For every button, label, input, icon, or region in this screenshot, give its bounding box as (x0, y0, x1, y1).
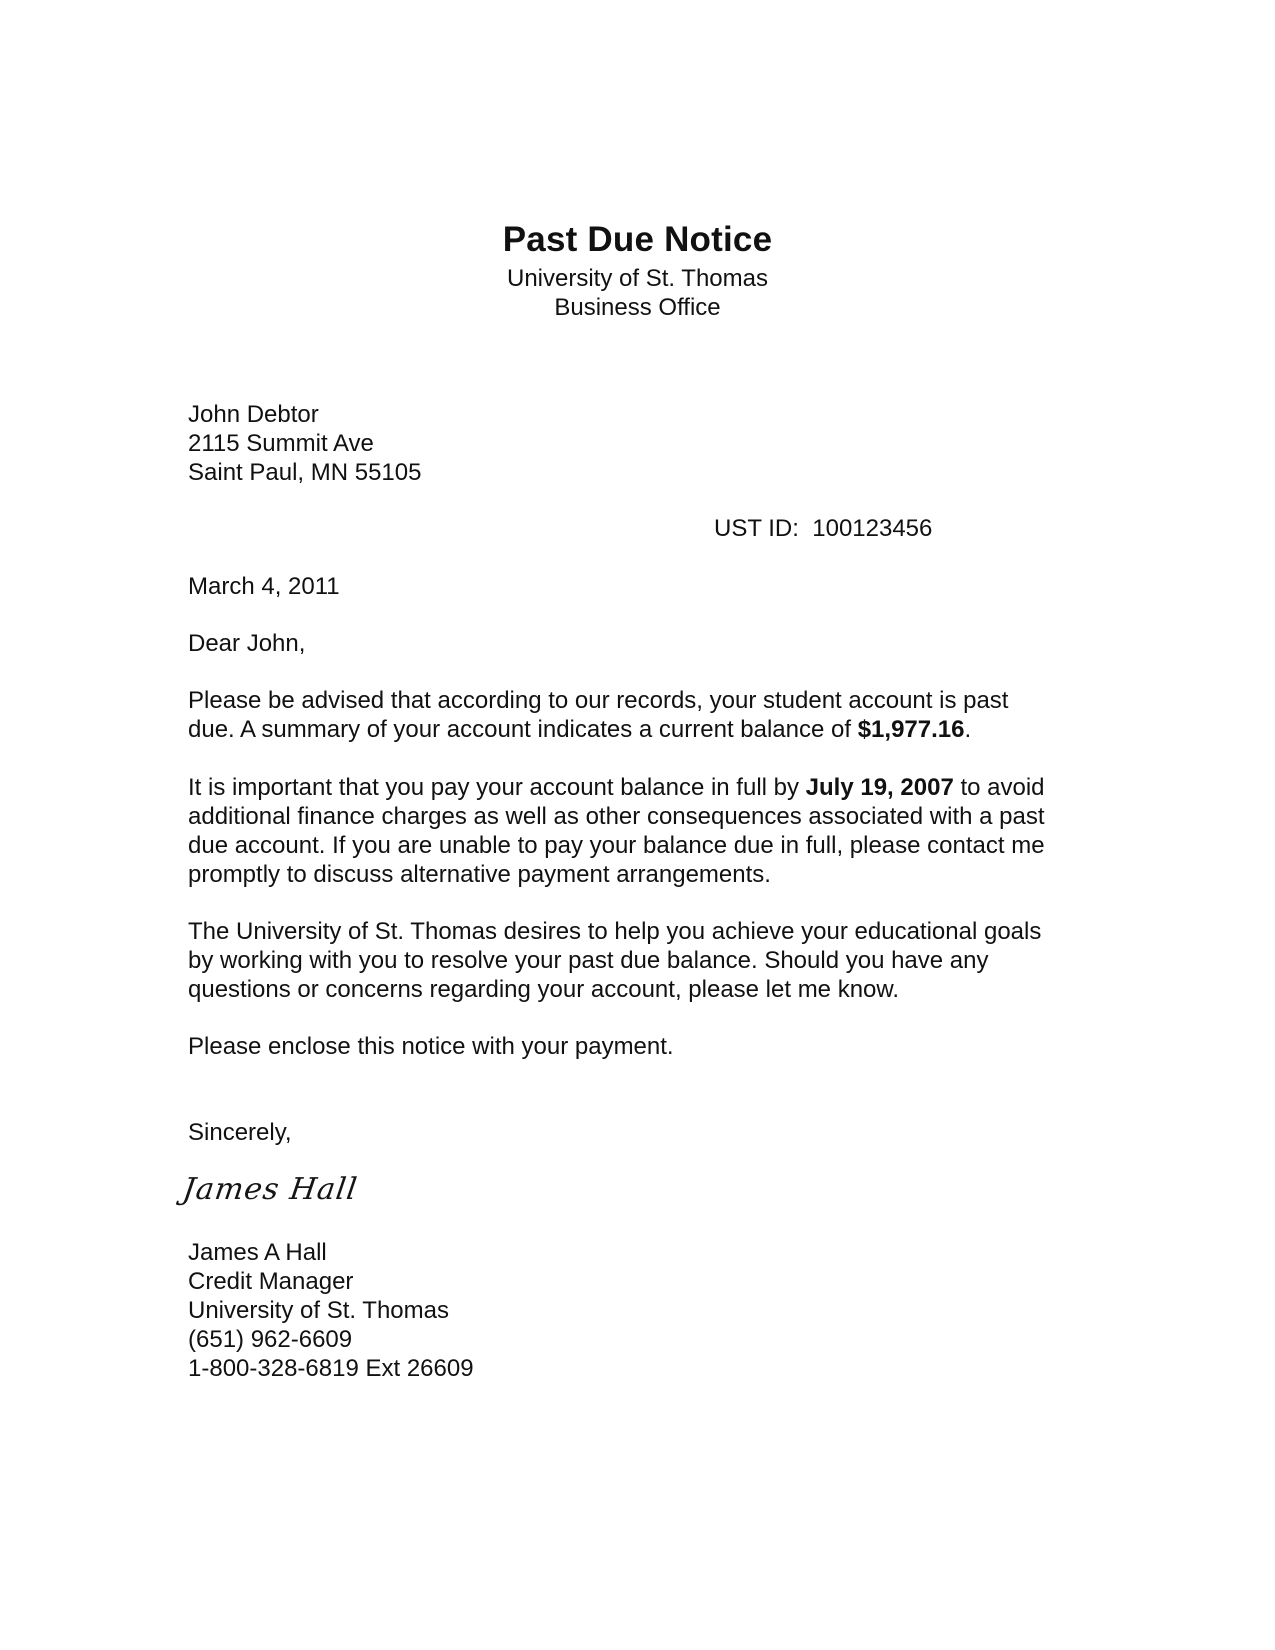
signer-name: James A Hall (188, 1239, 327, 1266)
paragraph-line: due account. If you are unable to pay your balance due in full, please contact me (188, 832, 1045, 859)
closing: Sincerely, (188, 1119, 292, 1146)
paragraph-payment (188, 773, 1088, 889)
header-organization: University of St. Thomas (507, 265, 768, 292)
paragraph-balance (188, 686, 1088, 744)
paragraph-line: additional finance charges as well as other consequences associated with a past (188, 803, 1045, 830)
paragraph-enclose: Please enclose this notice with your payment. (188, 1033, 674, 1060)
header-department: Business Office (554, 294, 721, 321)
signer-toll-free: 1-800-328-6819 Ext 26609 (188, 1355, 474, 1382)
paragraph-help (188, 917, 1088, 1004)
recipient-name: John Debtor (188, 401, 319, 428)
signer-phone: (651) 962-6609 (188, 1326, 353, 1353)
signer-block (188, 1238, 474, 1383)
paragraph-line (188, 715, 1088, 744)
letter-date: March 4, 2011 (188, 573, 340, 600)
paragraph-text: to avoid (953, 774, 1045, 801)
handwritten-signature: James Hall (180, 1172, 360, 1207)
signer-organization: University of St. Thomas (188, 1297, 449, 1324)
balance-amount: $1,977.16 (857, 716, 965, 743)
recipient-city-state-zip: Saint Paul, MN 55105 (188, 459, 422, 486)
signer-title: Credit Manager (188, 1268, 354, 1295)
page-title: Past Due Notice (502, 220, 773, 259)
account-id-label: UST ID: (714, 515, 799, 542)
account-id (714, 515, 932, 543)
paragraph-text: . (964, 716, 972, 743)
paragraph-line: by working with you to resolve your past due balance. Should you have any (188, 947, 989, 974)
paragraph-line: The University of St. Thomas desires to help you achieve your educational goals (188, 918, 1042, 945)
paragraph-line: Please be advised that according to our records, your student account is past (188, 687, 1009, 714)
paragraph-line (188, 773, 1088, 802)
paragraph-line: questions or concerns regarding your account, please let me know. (188, 976, 900, 1003)
recipient-street: 2115 Summit Ave (188, 430, 374, 457)
paragraph-line: promptly to discuss alternative payment arrangements. (188, 861, 771, 888)
salutation: Dear John, (188, 630, 306, 657)
account-id-value: 100123456 (812, 515, 933, 542)
recipient-address (188, 400, 421, 487)
paragraph-text: due. A summary of your account indicates a current balance of (188, 716, 858, 743)
due-date: July 19, 2007 (805, 774, 954, 801)
paragraph-text: It is important that you pay your account balance in full by (188, 774, 806, 801)
